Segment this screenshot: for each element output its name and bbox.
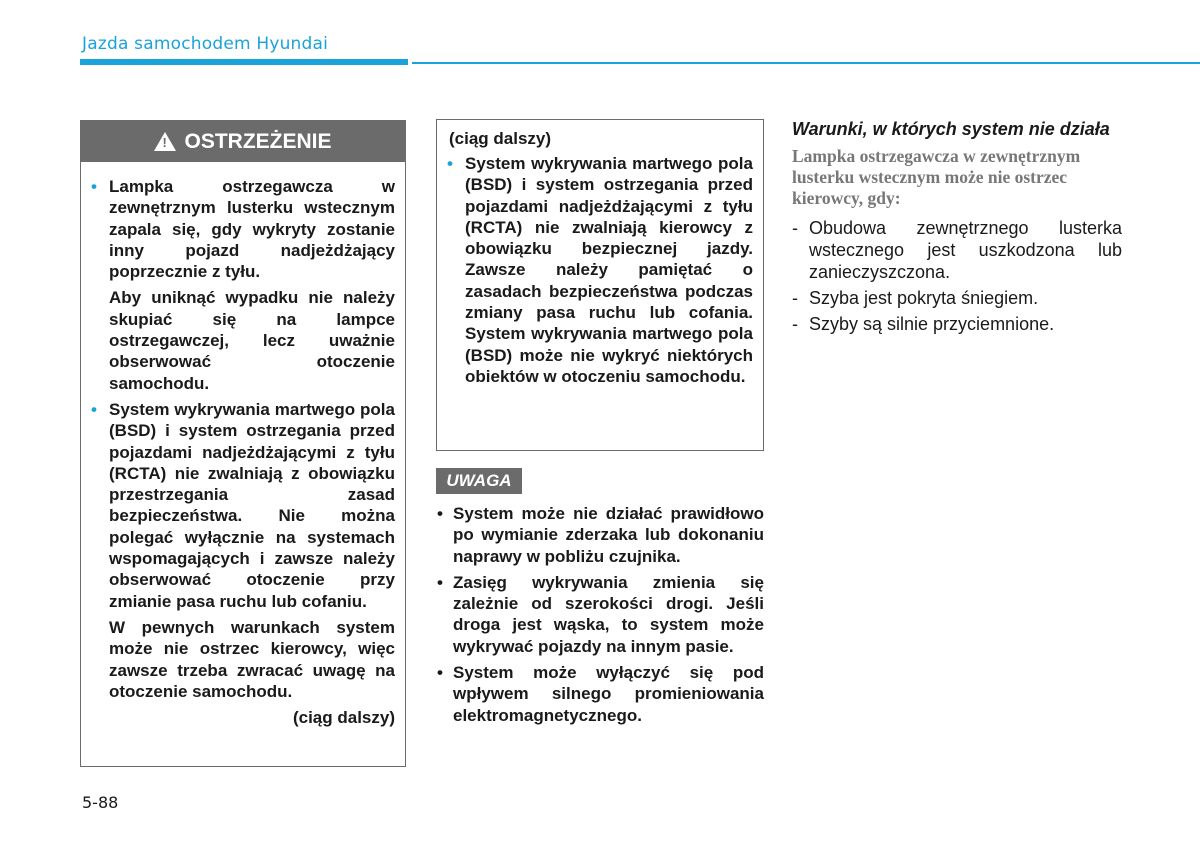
continued-label: (ciąg dalszy) — [292, 708, 395, 728]
caution-list — [453, 503, 764, 731]
caution-item: • System może nie działać prawidłowo po wymianie zderzaka lub dokonaniu naprawy w pobliżu czujnika. — [453, 503, 764, 567]
section-title: Jazda samochodem Hyundai — [82, 34, 329, 54]
warning-item: • Lampka ostrzegawcza w zewnętrznym lusterku wstecznym zapala się, gdy wykryty zostanie inny pojazd nadjeżdżający poprzecznie z tyłu. — [109, 176, 395, 282]
caution-item: • System może wyłączyć się pod wpływem silnego promieniowania elektromagnetycznego. — [453, 662, 764, 726]
conditions-intro: Lampka ostrzegawcza w zewnętrznym lusterku wstecznym może nie ostrzec kierowcy, gdy: — [792, 146, 1081, 208]
warning-body — [81, 162, 405, 728]
header-rule-accent — [80, 59, 408, 65]
page-number: 5-88 — [82, 793, 119, 812]
condition-item: - Szyby są silnie przyciemnione. — [792, 313, 1122, 335]
warning-triangle-icon — [154, 132, 176, 151]
continued-heading: (ciąg dalszy) — [449, 129, 552, 148]
warning-heading: OSTRZEŻENIE — [184, 129, 332, 153]
warning-item: Aby uniknąć wypadku nie należy skupiać się na lampce ostrzegawczej, lecz uważnie obserwować otoczenie samochodu. — [109, 288, 395, 393]
caution-item: • Zasięg wykrywania zmienia się zależnie od szerokości drogi. Jeśli droga jest wąska, to system może wykrywać pojazdy na innym pasie. — [453, 572, 764, 657]
conditions-heading: Warunki, w których system nie działa — [792, 119, 1110, 139]
caution-label: UWAGA — [436, 468, 522, 494]
warning-continued-box — [436, 119, 764, 451]
conditions-section — [792, 118, 1122, 339]
warning-item: W pewnych warunkach system może nie ostrzec kierowcy, więc zawsze trzeba zwracać uwagę na otoczenie samochodu. — [109, 617, 395, 701]
condition-item: - Obudowa zewnętrznego lusterka wstecznego jest uszkodzona lub zanieczyszczona. — [792, 217, 1122, 283]
warning-item: • System wykrywania martwego pola (BSD) i system ostrzegania przed pojazdami nadjeżdżającymi z tyłu (RCTA) nie zwalniają kierowcy z obowiązku bezpiecznej jazdy. Zawsze należy pamiętać o zasadach bezpieczeństwa podczas zmiany pasa ruchu lub cofania. System wykrywania martwego pola (BSD) może nie wykryć niektórych obiektów w otoczeniu samochodu. — [465, 153, 753, 387]
header-rule — [412, 62, 1200, 64]
condition-item: - Szyba jest pokryta śniegiem. — [792, 287, 1122, 309]
warning-item: • System wykrywania martwego pola (BSD) i system ostrzegania przed pojazdami nadjeżdżającymi z tyłu (RCTA) nie zwalniają z obowiązku przestrzegania zasad bezpieczeństwa. Nie można polegać wyłącznie na systemach wspomagających i zawsze należy obserwować otoczenie przy zmianie pasa ruchu lub cofaniu. — [109, 399, 395, 612]
warning-header — [81, 121, 405, 162]
warning-box — [80, 120, 406, 767]
